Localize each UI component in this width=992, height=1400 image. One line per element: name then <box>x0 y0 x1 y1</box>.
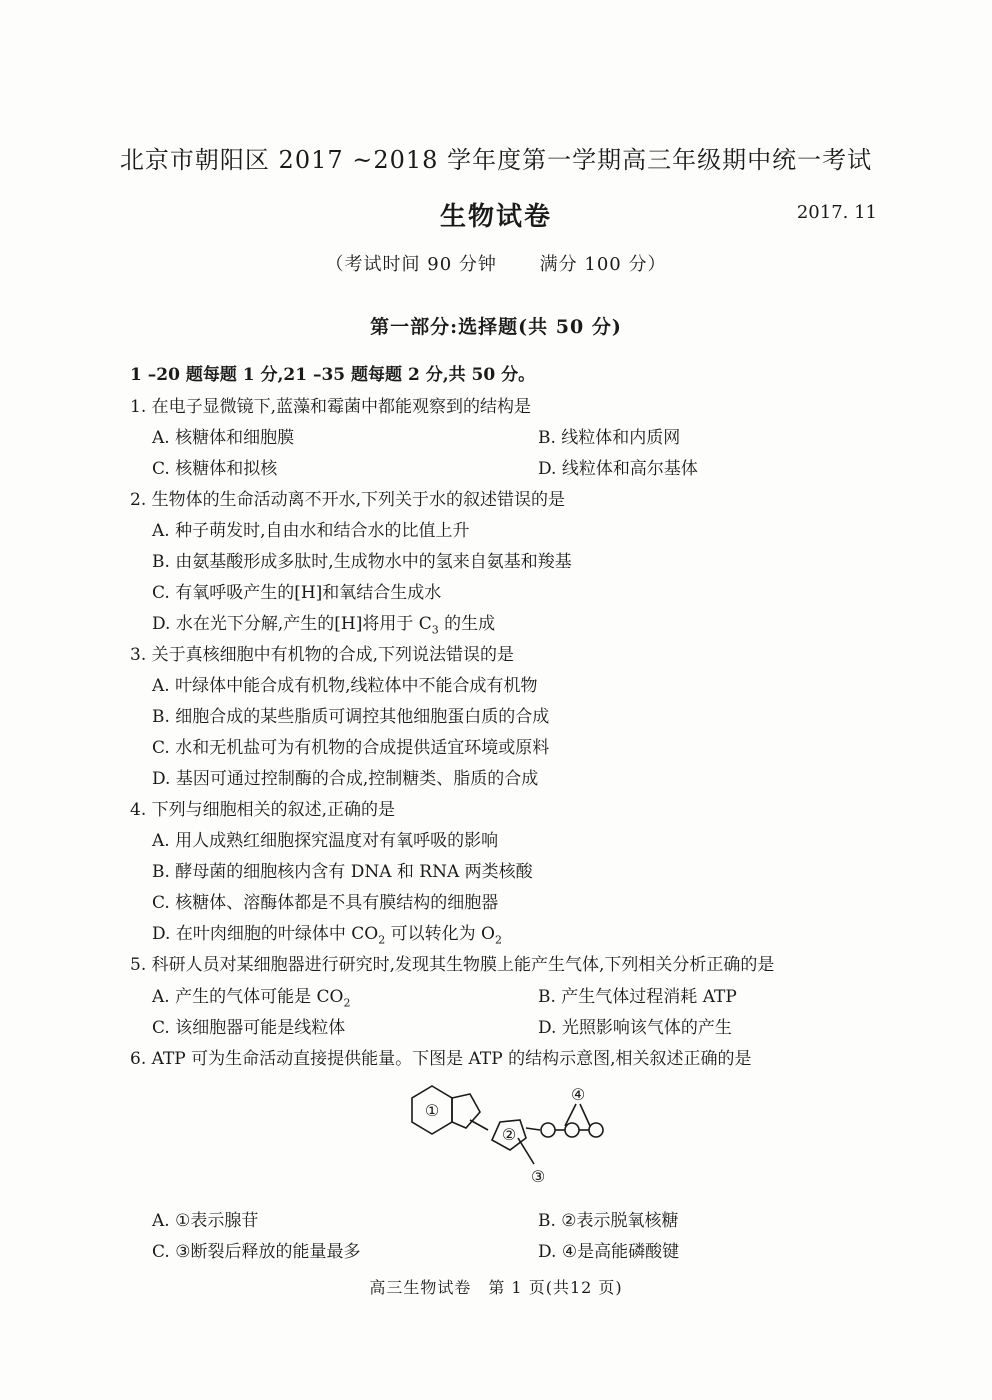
question-2-option-c: C. 有氧呼吸产生的[H]和氧结合生成水 <box>152 583 442 603</box>
subscript-2: 2 <box>494 933 502 947</box>
part-title: 第一部分:选择题(共 50 分) <box>370 316 622 338</box>
subscript-3: 3 <box>431 623 439 637</box>
part-instruction: 1 –20 题每题 1 分,21 –35 题每题 2 分,共 50 分。 <box>130 365 536 385</box>
phosphate-3 <box>589 1123 603 1137</box>
subscript-2: 2 <box>378 933 386 947</box>
question-1-stem: 1. 在电子显微镜下,蓝藻和霉菌中都能观察到的结构是 <box>130 397 532 417</box>
bond-3-pointer <box>518 1138 534 1164</box>
subscript-2: 2 <box>343 996 351 1010</box>
phosphate-1 <box>541 1123 555 1137</box>
question-6-option-c: C. ③断裂后释放的能量最多 <box>152 1242 361 1262</box>
exam-time: （考试时间 90 分钟 <box>325 254 497 275</box>
question-5-stem: 5. 科研人员对某细胞器进行研究时,发现其生物膜上能产生气体,下列相关分析正确的是 <box>130 955 775 975</box>
question-5-option-b: B. 产生气体过程消耗 ATP <box>538 987 737 1007</box>
diagram-label-2: ② <box>501 1125 517 1144</box>
question-5-option-c: C. 该细胞器可能是线粒体 <box>152 1018 346 1038</box>
diagram-label-3: ③ <box>530 1167 546 1186</box>
question-5-option-a <box>152 982 350 1009</box>
base-sugar-bond <box>470 1120 488 1130</box>
subject-title: 生物试卷 <box>439 202 552 232</box>
question-4-option-b: B. 酵母菌的细胞核内含有 DNA 和 RNA 两类核酸 <box>152 862 533 882</box>
question-1-option-b: B. 线粒体和内质网 <box>538 428 681 448</box>
question-4-option-c: C. 核糖体、溶酶体都是不具有膜结构的细胞器 <box>152 893 499 913</box>
question-3-option-d: D. 基因可通过控制酶的合成,控制糖类、脂质的合成 <box>152 769 539 789</box>
exam-date: 2017. 11 <box>796 202 877 223</box>
question-5-option-a-text: A. 产生的气体可能是 CO <box>152 987 344 1007</box>
bond-4-pointer-right <box>580 1104 590 1126</box>
question-4-option-a: A. 用人成熟红细胞探究温度对有氧呼吸的影响 <box>152 831 499 851</box>
page-footer: 高三生物试卷 第 1 页(共12 页) <box>369 1278 623 1297</box>
question-6-option-b: B. ②表示脱氧核糖 <box>538 1211 679 1231</box>
question-1-option-d: D. 线粒体和高尔基体 <box>538 459 698 479</box>
question-6-stem: 6. ATP 可为生命活动直接提供能量。下图是 ATP 的结构示意图,相关叙述正确的是 <box>130 1049 752 1069</box>
question-6-option-d: D. ④是高能磷酸键 <box>538 1242 680 1262</box>
question-6-option-a: A. ①表示腺苷 <box>152 1211 259 1231</box>
question-2-option-b: B. 由氨基酸形成多肽时,生成物水中的氢来自氨基和羧基 <box>152 552 572 572</box>
question-3-option-a: A. 叶绿体中能合成有机物,线粒体中不能合成有机物 <box>152 676 538 696</box>
exam-score: 满分 100 分） <box>539 254 667 275</box>
question-2-option-d-text: D. 水在光下分解,产生的[H]将用于 C <box>152 614 432 634</box>
atp-structure-diagram <box>400 1082 630 1190</box>
question-3-option-c: C. 水和无机盐可为有机物的合成提供适宜环境或原料 <box>152 738 550 758</box>
question-4-option-d-text: D. 在叶肉细胞的叶绿体中 CO <box>152 924 379 944</box>
question-3-option-b: B. 细胞合成的某些脂质可调控其他细胞蛋白质的合成 <box>152 707 550 727</box>
sugar-phosphate-bond <box>526 1128 540 1130</box>
phosphate-2 <box>565 1123 579 1137</box>
question-2-option-d <box>152 609 495 636</box>
question-2-stem: 2. 生物体的生命活动离不开水,下列关于水的叙述错误的是 <box>130 490 566 510</box>
question-2-option-d-tail: 的生成 <box>444 614 496 634</box>
question-5-option-d: D. 光照影响该气体的产生 <box>538 1018 732 1038</box>
question-4-option-d <box>152 919 502 946</box>
exam-title: 北京市朝阳区 2017 ~2018 学年度第一学期高三年级期中统一考试 <box>119 146 873 174</box>
question-1-option-c: C. 核糖体和拟核 <box>152 459 278 479</box>
diagram-label-4: ④ <box>570 1085 586 1104</box>
question-1-option-a: A. 核糖体和细胞膜 <box>152 428 295 448</box>
question-2-option-a: A. 种子萌发时,自由水和结合水的比值上升 <box>152 521 470 541</box>
diagram-label-1: ① <box>424 1101 440 1120</box>
question-4-option-d-mid: 可以转化为 O <box>390 924 495 944</box>
question-3-stem: 3. 关于真核细胞中有机物的合成,下列说法错误的是 <box>130 645 515 665</box>
question-4-stem: 4. 下列与细胞相关的叙述,正确的是 <box>130 800 396 820</box>
exam-info <box>0 250 992 276</box>
